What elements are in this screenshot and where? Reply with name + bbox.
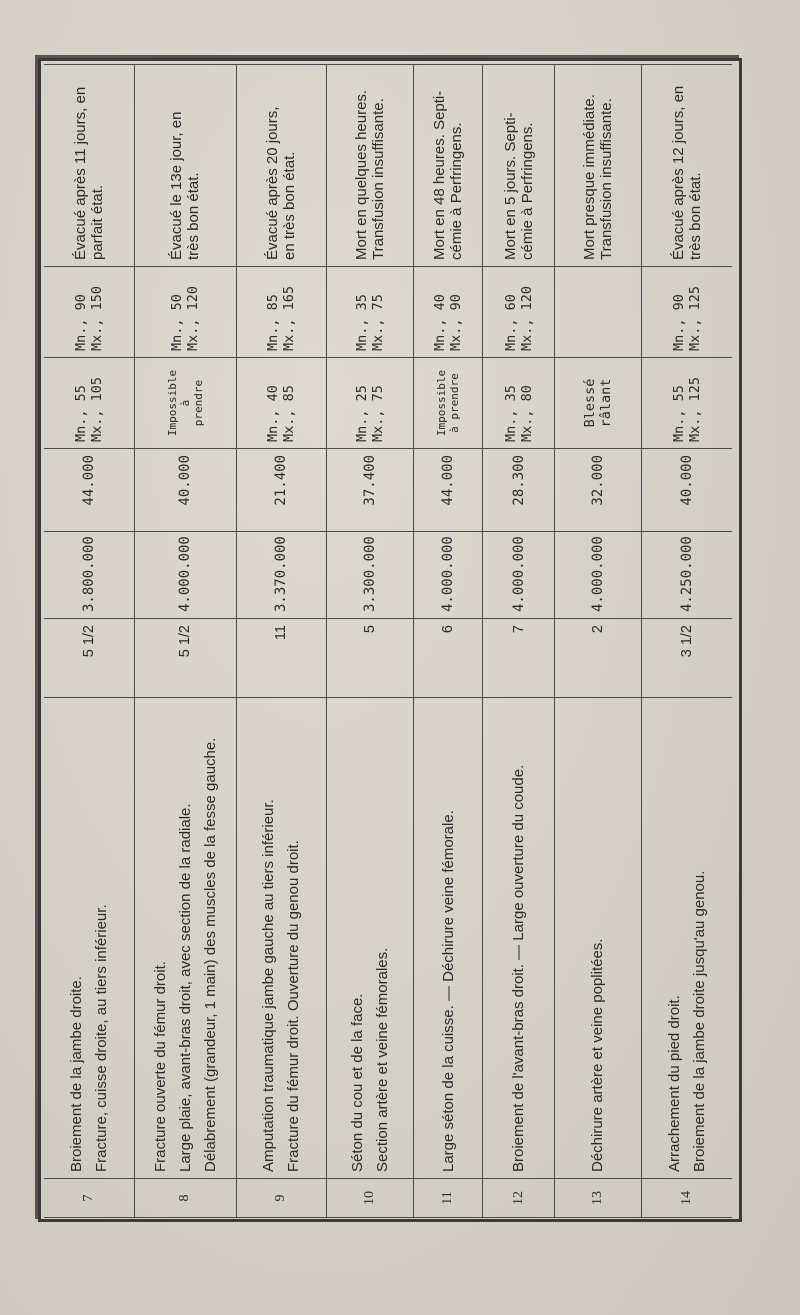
outcome-line: très bon état. (185, 172, 203, 260)
delay-hours: 3 1/2 (641, 619, 732, 698)
wound-line: Broiement de la jambe droite. (68, 976, 86, 1172)
outcome-line: Transfusion insuffisante. (370, 98, 388, 260)
pressure-after (641, 267, 732, 358)
outcome-line: Mort en quelques heures. (353, 89, 371, 260)
wound-line: Séton du cou et de la face. (349, 993, 367, 1172)
outcome (483, 65, 555, 267)
pressure-before-line: Mn., 55 (670, 385, 687, 442)
outcome (327, 65, 414, 267)
case-number: 11 (413, 1179, 483, 1218)
pressure-after (555, 267, 642, 358)
red-cell-count: 4.250.000 (641, 532, 732, 619)
pressure-before (44, 358, 135, 449)
outcome (236, 65, 327, 267)
white-cell-count: 40.000 (641, 449, 732, 532)
table-row (413, 65, 483, 1218)
wound-line: Broiement de l'avant-bras droit. — Large ouverture du coude. (510, 764, 528, 1172)
pressure-before-line: Blessé (581, 378, 598, 428)
outcome-line: Mort en 5 jours. Septi- (501, 112, 519, 260)
pressure-after-line: Mx., 120 (518, 285, 535, 351)
wound-line: Fracture, cuisse droite, au tiers inférieur. (93, 904, 111, 1172)
pressure-after-line: Mn., 90 (670, 294, 687, 351)
pressure-before-line: râlant (597, 378, 614, 428)
table-row (483, 65, 555, 1218)
outcome-line: très bon état. (686, 172, 704, 260)
outcome-line: cémie à Perfringens. (518, 122, 536, 260)
white-cell-count: 44.000 (413, 449, 483, 532)
wound-line: Large plaie, avant-bras droit, avec section de la radiale. (176, 803, 194, 1172)
case-number: 14 (641, 1179, 732, 1218)
pressure-before-line: Mn., 55 (73, 385, 90, 442)
wound-line: Large séton de la cuisse. — Déchirure veine fémorale. (439, 810, 457, 1172)
pressure-after-line: Mx., 120 (185, 285, 202, 351)
red-cell-count: 4.000.000 (135, 532, 236, 619)
wound-line: Fracture ouverte du fémur droit. (151, 961, 169, 1172)
delay-hours: 11 (236, 619, 327, 698)
outcome-line: Évacué après 20 jours, (264, 106, 282, 260)
pressure-before-line: Mx., 75 (370, 385, 387, 442)
white-cell-count: 28.300 (483, 449, 555, 532)
case-number: 8 (135, 1179, 236, 1218)
pressure-before-line: Mx., 125 (686, 376, 703, 442)
case-number: 12 (483, 1179, 555, 1218)
red-cell-count: 4.000.000 (555, 532, 642, 619)
outcome-line: Évacué après 12 jours, en (669, 85, 687, 260)
case-number: 10 (327, 1179, 414, 1218)
table-row (135, 65, 236, 1218)
outcome-line: cémie à Perfringens. (448, 122, 466, 260)
outcome-line: Évacué après 11 jours, en (72, 86, 90, 260)
pressure-after-line: Mn., 40 (432, 294, 449, 351)
outcome (413, 65, 483, 267)
wound-line: Déchirure artère et veine poplitées. (589, 938, 607, 1172)
pressure-before (135, 358, 236, 449)
wound-line: Délabrement (grandeur, 1 main) des muscles de la fesse gauche. (201, 737, 219, 1172)
pressure-after-line: Mn., 35 (354, 294, 371, 351)
pressure-before-line: Impossible (165, 369, 179, 437)
wound-line: Amputation traumatique jambe gauche au tiers inférieur. (260, 799, 278, 1172)
red-cell-count: 3.370.000 (236, 532, 327, 619)
pressure-before-line: Impossible (435, 369, 449, 437)
wound-description (555, 698, 642, 1179)
pressure-before-line: Mx., 105 (89, 376, 106, 442)
pressure-before-line: Mn., 25 (354, 385, 371, 442)
outcome (641, 65, 732, 267)
pressure-after (483, 267, 555, 358)
outcome-line: parfait état. (89, 184, 107, 260)
table-row (555, 65, 642, 1218)
wound-description (327, 698, 414, 1179)
pressure-before (327, 358, 414, 449)
rotated-table-block (38, 58, 742, 1222)
white-cell-count: 37.400 (327, 449, 414, 532)
red-cell-count: 3.300.000 (327, 532, 414, 619)
delay-hours: 5 1/2 (135, 619, 236, 698)
pressure-after (236, 267, 327, 358)
outcome-line: Évacué le 13e jour, en (168, 111, 186, 260)
wound-description (413, 698, 483, 1179)
wound-line: Broiement de la jambe droite jusqu'au genou. (690, 870, 708, 1172)
case-number: 13 (555, 1179, 642, 1218)
pressure-before (413, 358, 483, 449)
pressure-after-line: Mx., 150 (89, 285, 106, 351)
pressure-before (555, 358, 642, 449)
white-cell-count: 21.400 (236, 449, 327, 532)
pressure-after-line: Mx., 165 (281, 285, 298, 351)
pressure-before-line: Mn., 40 (265, 385, 282, 442)
outcome (135, 65, 236, 267)
wound-line: Section artère et veine fémorales. (374, 947, 392, 1172)
delay-hours: 5 (327, 619, 414, 698)
outcome-line: Mort en 48 heures. Septi- (431, 90, 449, 260)
wound-line: Fracture du fémur droit. Ouverture du genou droit. (285, 840, 303, 1172)
pressure-after (135, 267, 236, 358)
pressure-before-line: Mn., 35 (502, 385, 519, 442)
outcome-line: en très bon état. (281, 151, 299, 260)
wound-line: Arrachement du pied droit. (665, 995, 683, 1172)
pressure-after-line: Mn., 90 (73, 294, 90, 351)
outcome (555, 65, 642, 267)
outcome-line: Mort presque immédiate. (580, 94, 598, 260)
pressure-after-line: Mx., 90 (448, 294, 465, 351)
pressure-after (44, 267, 135, 358)
table-row (641, 65, 732, 1218)
delay-hours: 2 (555, 619, 642, 698)
wound-description (236, 698, 327, 1179)
case-number: 7 (44, 1179, 135, 1218)
table-row (236, 65, 327, 1218)
wound-description (641, 698, 732, 1179)
pressure-before (236, 358, 327, 449)
wound-description (44, 698, 135, 1179)
outcome-line: Transfusion insuffisante. (597, 98, 615, 260)
pressure-after (327, 267, 414, 358)
pressure-before-line: prendre (191, 379, 205, 427)
delay-hours: 5 1/2 (44, 619, 135, 698)
pressure-after-line: Mn., 50 (169, 294, 186, 351)
wound-description (483, 698, 555, 1179)
pressure-before-line: à (178, 399, 192, 407)
pressure-after (413, 267, 483, 358)
white-cell-count: 44.000 (44, 449, 135, 532)
pressure-before-line: à prendre (448, 373, 462, 433)
pressure-after-line: Mn., 60 (502, 294, 519, 351)
pressure-before (483, 358, 555, 449)
case-number: 9 (236, 1179, 327, 1218)
pressure-after-line: Mx., 125 (686, 285, 703, 351)
red-cell-count: 3.800.000 (44, 532, 135, 619)
red-cell-count: 4.000.000 (483, 532, 555, 619)
pressure-after-line: Mn., 85 (265, 294, 282, 351)
delay-hours: 7 (483, 619, 555, 698)
pressure-before-line: Mx., 80 (518, 385, 535, 442)
table-row (44, 65, 135, 1218)
wound-description (135, 698, 236, 1179)
red-cell-count: 4.000.000 (413, 532, 483, 619)
table-row (327, 65, 414, 1218)
pressure-after-line: Mx., 75 (370, 294, 387, 351)
case-table (44, 64, 732, 1218)
pressure-before (641, 358, 732, 449)
white-cell-count: 32.000 (555, 449, 642, 532)
white-cell-count: 40.000 (135, 449, 236, 532)
delay-hours: 6 (413, 619, 483, 698)
pressure-before-line: Mx., 85 (281, 385, 298, 442)
outcome (44, 65, 135, 267)
